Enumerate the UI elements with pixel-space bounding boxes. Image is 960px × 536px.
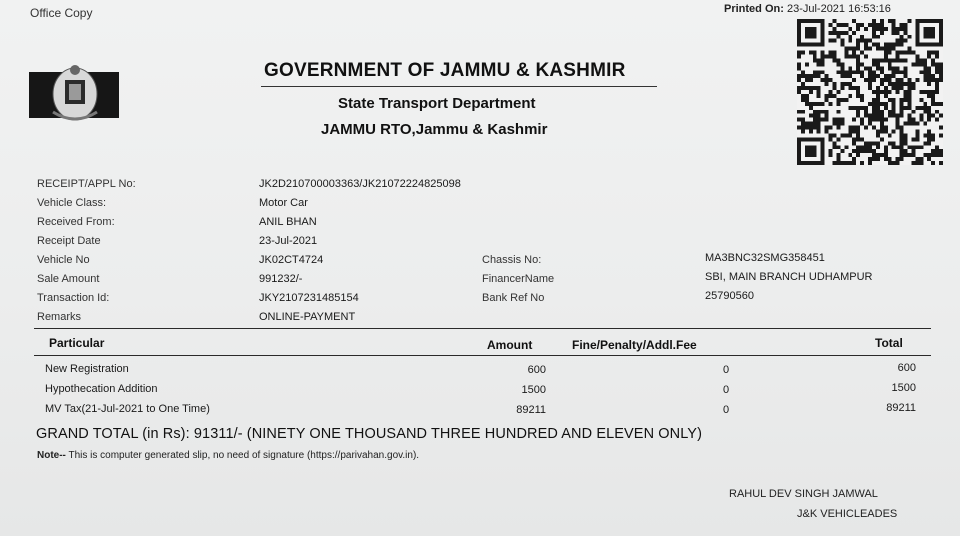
receipt-no-value: JK2D210700003363/JK21072224825098 xyxy=(259,178,461,190)
table-row-particular: Hypothecation Addition xyxy=(45,383,158,395)
transaction-id-value: JKY2107231485154 xyxy=(259,292,359,304)
bank-ref-label: Bank Ref No xyxy=(482,292,545,304)
rto-office: JAMMU RTO,Jammu & Kashmir xyxy=(321,121,548,138)
vehicle-no-value: JK02CT4724 xyxy=(259,254,324,266)
government-emblem-icon xyxy=(29,64,119,126)
table-row-total: 89211 xyxy=(886,402,916,414)
financer-name-label: FinancerName xyxy=(482,273,555,285)
chassis-no-label: Chassis No: xyxy=(482,254,542,266)
printed-on-label: Printed On: xyxy=(724,3,784,15)
table-row-total: 600 xyxy=(897,362,916,374)
receipt-date-value: 23-Jul-2021 xyxy=(259,235,318,247)
header-total: Total xyxy=(875,336,903,350)
title-underline xyxy=(261,86,657,87)
table-row-amount: 600 xyxy=(527,364,546,376)
receipt-date-label: Receipt Date xyxy=(37,235,101,247)
signatory-org: J&K VEHICLEADES xyxy=(797,508,898,520)
note xyxy=(37,450,419,461)
bank-ref-value: 25790560 xyxy=(705,290,754,302)
receipt-no-label: RECEIPT/APPL No: xyxy=(37,178,136,190)
table-row-total: 1500 xyxy=(891,382,916,394)
table-header-rule xyxy=(34,355,931,356)
office-copy-label: Office Copy xyxy=(30,6,93,20)
vehicle-class-label: Vehicle Class: xyxy=(37,197,107,209)
sale-amount-value: 991232/- xyxy=(259,273,303,285)
grand-total: GRAND TOTAL (in Rs): 91311/- (NINETY ONE THOUSAND THREE HUNDRED AND ELEVEN ONLY) xyxy=(36,426,703,442)
signatory-name: RAHUL DEV SINGH JAMWAL xyxy=(729,488,878,500)
chassis-no-value: MA3BNC32SMG358451 xyxy=(705,252,825,264)
table-row-fine: 0 xyxy=(723,384,730,396)
table-row-amount: 89211 xyxy=(516,404,546,416)
vehicle-no-label: Vehicle No xyxy=(37,254,90,266)
printed-on xyxy=(724,3,891,15)
transaction-id-label: Transaction Id: xyxy=(37,292,110,304)
remarks-value: ONLINE-PAYMENT xyxy=(259,311,356,323)
sale-amount-label: Sale Amount xyxy=(37,273,100,285)
received-from-label: Received From: xyxy=(37,216,115,228)
header-fine: Fine/Penalty/Addl.Fee xyxy=(572,338,697,352)
department-name: State Transport Department xyxy=(338,95,536,112)
table-row-amount: 1500 xyxy=(521,384,546,396)
table-row-particular: MV Tax(21-Jul-2021 to One Time) xyxy=(45,403,210,415)
received-from-value: ANIL BHAN xyxy=(259,216,317,228)
header-particular: Particular xyxy=(49,336,105,350)
remarks-label: Remarks xyxy=(37,311,82,323)
table-row-fine: 0 xyxy=(723,404,730,416)
vehicle-class-value: Motor Car xyxy=(259,197,308,209)
printed-on-value: 23-Jul-2021 16:53:16 xyxy=(786,3,891,15)
qr-code-icon xyxy=(796,19,944,165)
government-title: GOVERNMENT OF JAMMU & KASHMIR xyxy=(264,60,626,81)
table-row-fine: 0 xyxy=(723,364,730,376)
table-row-particular: New Registration xyxy=(45,363,129,375)
note-text: This is computer generated slip, no need of signature (https://parivahan.gov.in). xyxy=(68,450,420,461)
note-label: Note-- xyxy=(37,450,66,461)
table-top-rule xyxy=(34,328,931,329)
header-amount: Amount xyxy=(487,338,533,352)
financer-name-value: SBI, MAIN BRANCH UDHAMPUR xyxy=(705,271,873,283)
